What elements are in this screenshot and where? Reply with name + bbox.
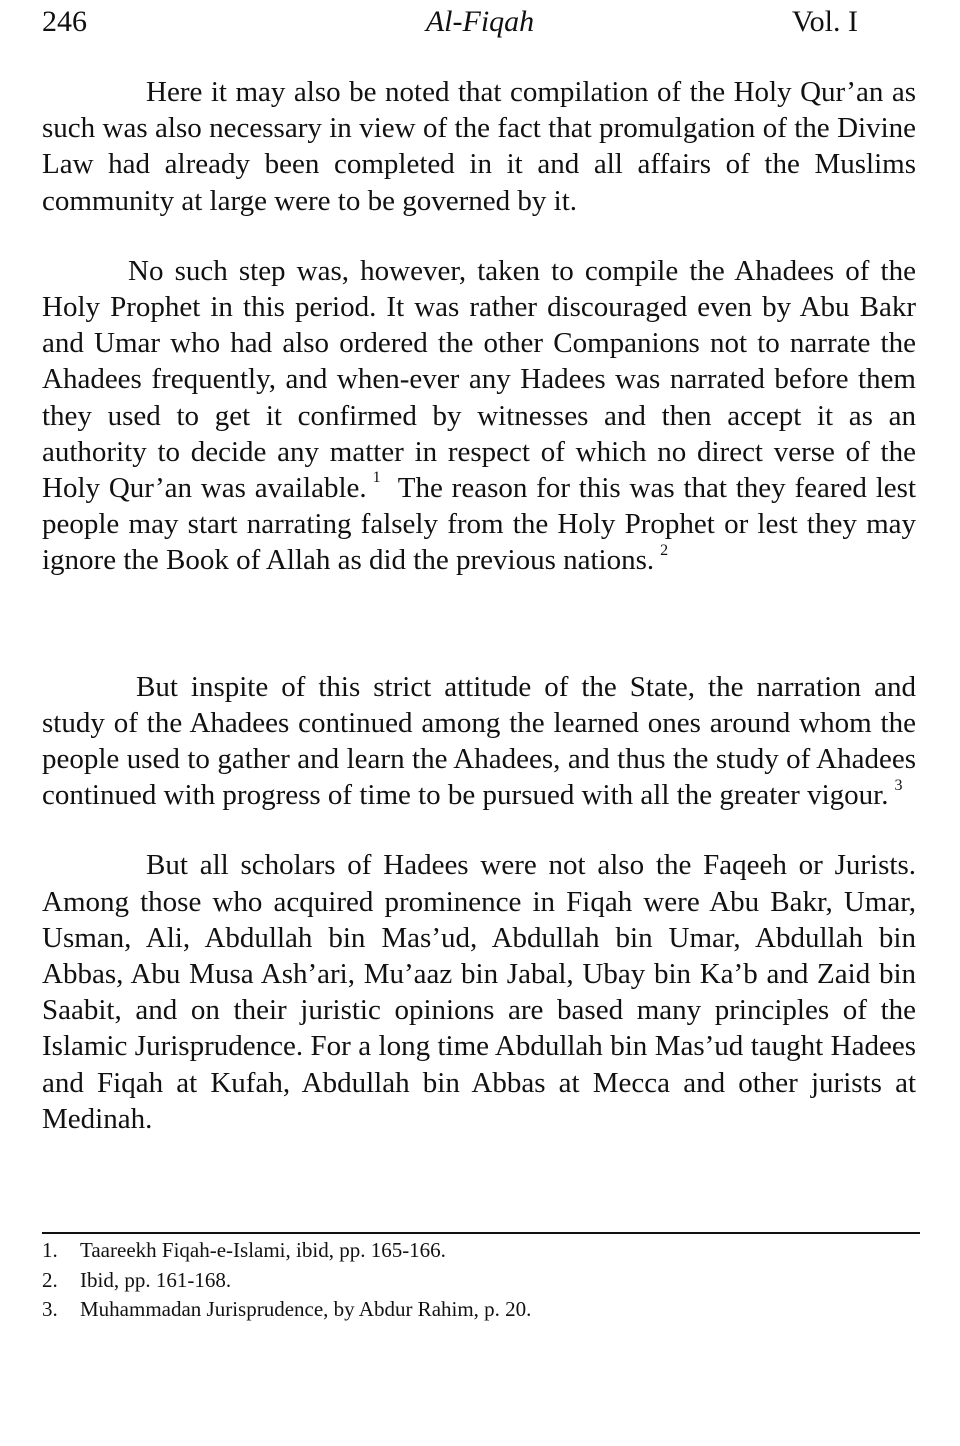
paragraph-jurists <box>42 847 916 1137</box>
footnote-3 <box>42 1295 920 1325</box>
paragraph-text: But inspite of this strict attitude of the State, the narration and study of the Ahadees continued among the learned ones around whom the people used to gather and learn the Ahadees, and thus the study of Ahadees continued with progress of time to be pursued with all the greater vigour. <box>42 670 916 812</box>
paragraph-study-continued <box>42 669 916 814</box>
page-number: 246 <box>42 5 87 38</box>
running-header <box>42 0 918 44</box>
paragraph-text-part1: No such step was, however, taken to compile the Ahadees of the Holy Prophet in this period. It was rather discouraged even by Abu Bakr and Umar who had also ordered the other Companions not to narrate the Ahadees frequently, and when-ever any Hadees was narrated before them they used to get it confirmed by witnesses and then accept it as an authority to decide any matter in respect of which no direct verse of the Holy Qur’an was available. <box>42 254 916 505</box>
footnote-number: 1. <box>42 1238 58 1262</box>
body-text <box>42 74 916 1137</box>
paragraph-text: But all scholars of Hadees were not also the Faqeeh or Jurists. Among those who acquired prominence in Fiqah were Abu Bakr, Umar, Usman, Ali, Abdullah bin Mas’ud, Abdullah bin Umar, Abdullah bin Abbas, Abu Musa Ash’ari, Mu’aaz bin Jabal, Ubay bin Ka’b and Zaid bin Saabit, and on their juristic opinions are based many principles of the Islamic Jurisprudence. For a long time Abdullah bin Mas’ud taught Hadees and Fiqah at Kufah, Abdullah bin Abbas at Mecca and other jurists at Medinah. <box>42 849 916 1135</box>
paragraph-ahadees-discouraged <box>42 253 916 579</box>
footnote-ref-3: 3 <box>894 776 903 794</box>
volume-label: Vol. I <box>791 5 858 38</box>
footnote-ref-1: 1 <box>372 469 381 487</box>
footnote-1 <box>42 1236 920 1266</box>
paragraph-quran-compilation <box>42 74 916 219</box>
footnote-number: 2. <box>42 1267 58 1292</box>
footnote-2 <box>42 1266 920 1296</box>
footnote-text: Muhammadan Jurisprudence, by Abdur Rahim, p. 20. <box>80 1297 532 1321</box>
footnote-ref-2: 2 <box>660 541 669 559</box>
paragraph-text: Here it may also be noted that compilation of the Holy Qur’an as such was also necessary in view of the fact that promulgation of the Divine Law had already been completed in it and all affairs of the Muslims community at large were to be governed by it. <box>42 76 916 217</box>
footnote-number: 3. <box>42 1297 58 1321</box>
footnote-text: Ibid, pp. 161-168. <box>80 1267 232 1292</box>
running-title: Al-Fiqah <box>425 5 535 38</box>
paragraph-text-part2: The reason for this was that they feared lest people may start narrating falsely from the Holy Prophet or lest they may ignore the Book of Allah as did the previous nations. <box>42 472 917 577</box>
footnotes <box>42 1236 920 1325</box>
footnote-text: Taareekh Fiqah-e-Islami, ibid, pp. 165-166. <box>80 1238 446 1262</box>
footnote-divider <box>42 1232 920 1234</box>
